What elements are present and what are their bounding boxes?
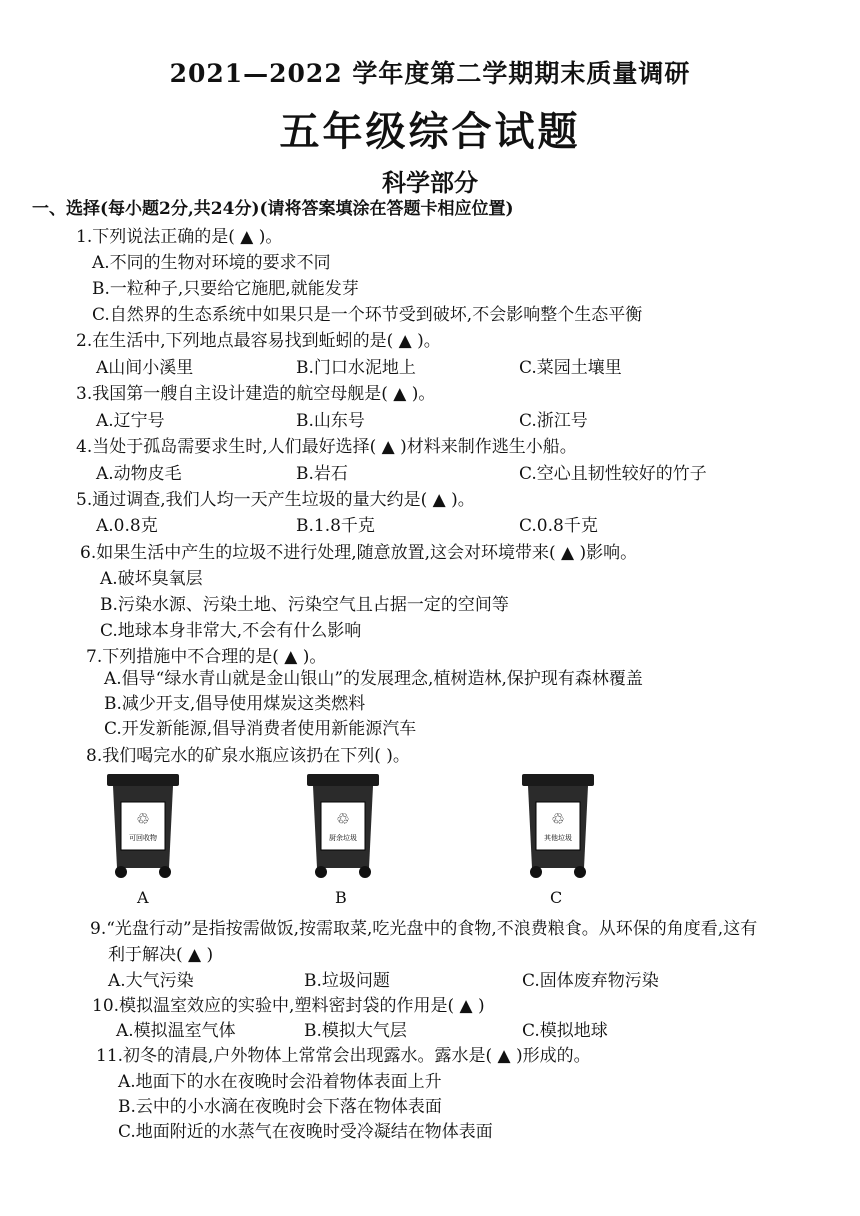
option-a-label: A [137, 888, 149, 907]
option-c: C.菜园土壤里 [519, 358, 622, 378]
recyclable-bin-image[interactable] [103, 772, 183, 880]
question-stem: 5.通过调查,我们人均一天产生垃圾的量大约是( ▲ )。 [76, 490, 475, 510]
question-stem: 10.模拟温室效应的实验中,塑料密封袋的作用是( ▲ ) [92, 996, 485, 1016]
question-stem: 2.在生活中,下列地点最容易找到蚯蚓的是( ▲ )。 [76, 331, 441, 351]
option-a: A.倡导“绿水青山就是金山银山”的发展理念,植树造林,保护现有森林覆盖 [104, 669, 643, 689]
option-b: B.污染水源、污染土地、污染空气且占据一定的空间等 [100, 595, 509, 615]
option-a: A.辽宁号 [96, 411, 165, 431]
bin-label-text: 可回收物 [129, 834, 157, 842]
question-stem: 7.下列措施中不合理的是( ▲ )。 [86, 647, 327, 667]
option-b: B.山东号 [296, 411, 365, 431]
option-b: B.门口水泥地上 [296, 358, 416, 378]
option-c: C.浙江号 [519, 411, 588, 431]
option-b: B.岩石 [296, 464, 348, 484]
option-c: C.固体废弃物污染 [522, 971, 659, 991]
option-c: C.开发新能源,倡导消费者使用新能源汽车 [104, 719, 417, 739]
option-c: C.地球本身非常大,不会有什么影响 [100, 621, 362, 641]
question-stem: 8.我们喝完水的矿泉水瓶应该扔在下列( )。 [86, 746, 410, 766]
option-c: C.模拟地球 [522, 1021, 608, 1041]
question-stem: 6.如果生活中产生的垃圾不进行处理,随意放置,这会对环境带来( ▲ )影响。 [80, 543, 638, 563]
question-stem: 3.我国第一艘自主设计建造的航空母舰是( ▲ )。 [76, 384, 436, 404]
question-stem: 9.“光盘行动”是指按需做饭,按需取菜,吃光盘中的食物,不浪费粮食。从环保的角度看,这有 [90, 919, 758, 939]
option-b: B.云中的小水滴在夜晚时会下落在物体表面 [118, 1097, 442, 1117]
option-b: B.模拟大气层 [304, 1021, 407, 1041]
option-a: A.地面下的水在夜晚时会沿着物体表面上升 [118, 1072, 442, 1092]
option-b: B.减少开支,倡导使用煤炭这类燃料 [104, 694, 366, 714]
question-stem: 11.初冬的清晨,户外物体上常常会出现露水。露水是( ▲ )形成的。 [96, 1046, 591, 1066]
option-c: C.地面附近的水蒸气在夜晚时受冷凝结在物体表面 [118, 1122, 493, 1142]
section-heading: 一、选择(每小题2分,共24分)(请将答案填涂在答题卡相应位置) [32, 199, 514, 219]
other-waste-bin-image[interactable] [518, 772, 598, 880]
option-b-label: B [335, 888, 347, 907]
question-stem: 4.当处于孤岛需要求生时,人们最好选择( ▲ )材料来制作逃生小船。 [76, 437, 577, 457]
svg-text:♲: ♲ [136, 810, 150, 828]
option-b: B.1.8千克 [296, 516, 375, 536]
option-c: C.0.8千克 [519, 516, 598, 536]
option-a: A山间小溪里 [96, 358, 194, 378]
option-a: A.0.8克 [96, 516, 158, 536]
question-stem-continued: 利于解决( ▲ ) [108, 945, 214, 965]
option-a: A.不同的生物对环境的要求不同 [92, 253, 331, 273]
question-stem: 1.下列说法正确的是( ▲ )。 [76, 227, 283, 247]
svg-text:♲: ♲ [551, 810, 565, 828]
option-c: C.自然界的生态系统中如果只是一个环节受到破坏,不会影响整个生态平衡 [92, 305, 643, 325]
option-a: A.模拟温室气体 [116, 1021, 236, 1041]
option-c-label: C [550, 888, 563, 907]
kitchen-waste-bin-image[interactable] [303, 772, 383, 880]
exam-main-title: 五年级综合试题 [279, 108, 581, 155]
bin-label-text: 其他垃圾 [544, 834, 572, 842]
bin-label-text: 厨余垃圾 [329, 834, 357, 842]
exam-period-title: 2021—2022 学年度第二学期期末质量调研 [169, 59, 691, 88]
subject-title: 科学部分 [382, 168, 478, 197]
svg-text:♲: ♲ [336, 810, 350, 828]
option-a: A.动物皮毛 [96, 464, 182, 484]
option-b: B.一粒种子,只要给它施肥,就能发芽 [92, 279, 359, 299]
option-a: A.大气污染 [108, 971, 194, 991]
option-a: A.破坏臭氧层 [100, 569, 203, 589]
option-c: C.空心且韧性较好的竹子 [519, 464, 707, 484]
option-b: B.垃圾问题 [304, 971, 390, 991]
